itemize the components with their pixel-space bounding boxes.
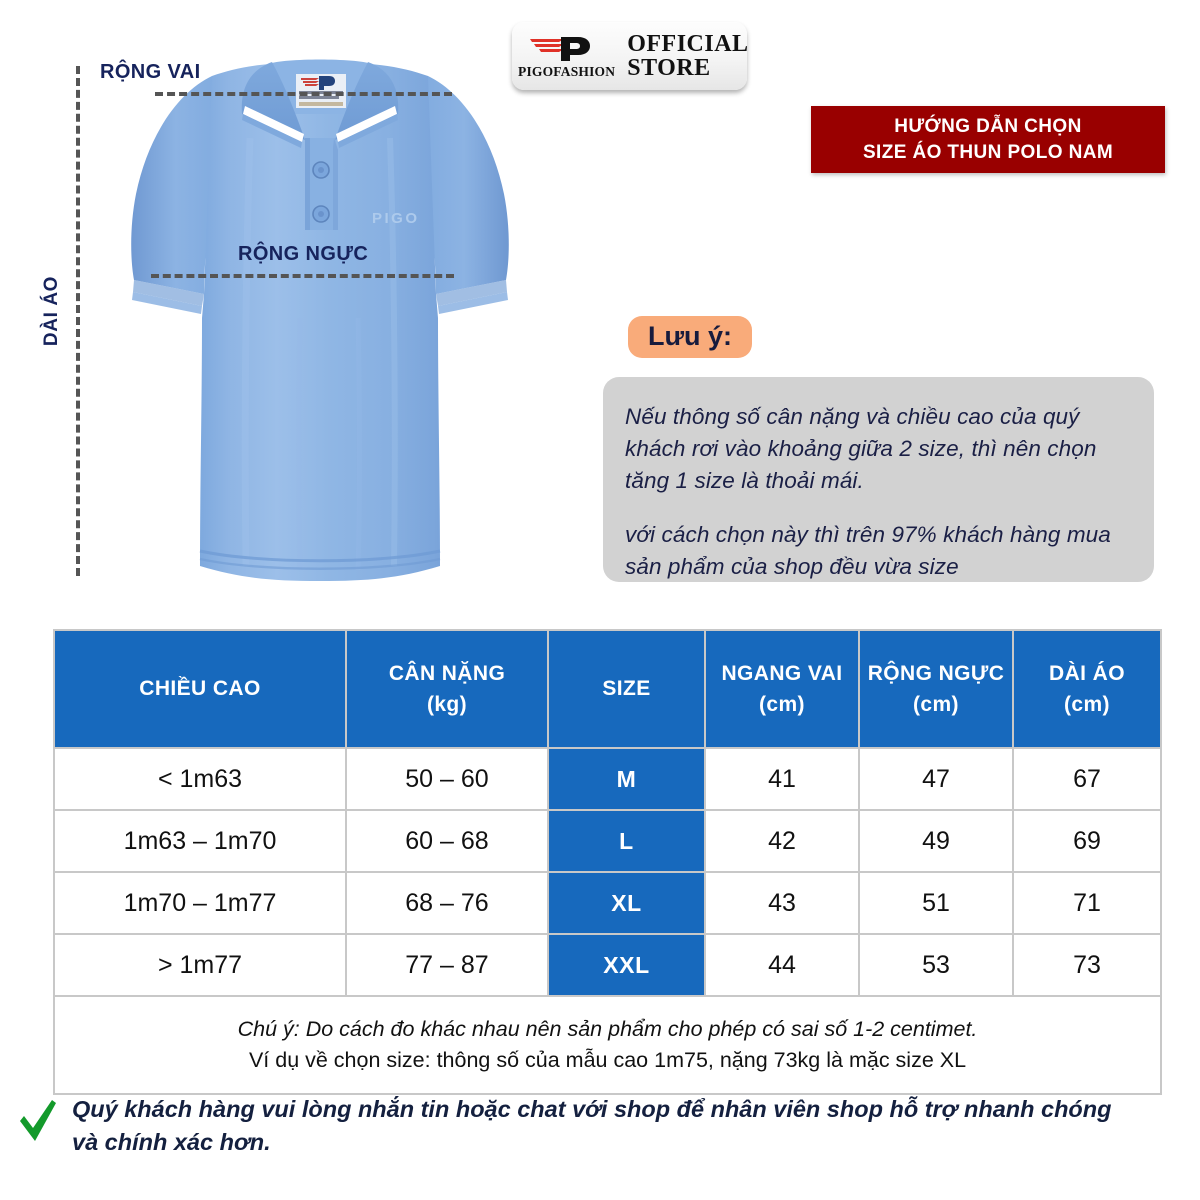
column-header-chest-line1: RỘNG NGỰC bbox=[867, 661, 1005, 685]
column-header-length bbox=[1014, 631, 1160, 747]
shoulder-label: RỘNG VAI bbox=[100, 61, 201, 83]
cell-size: XL bbox=[549, 873, 704, 933]
cell-size: XXL bbox=[549, 935, 704, 995]
column-header-weight bbox=[347, 631, 547, 747]
cell-length: 71 bbox=[1014, 873, 1160, 933]
note-paragraph-2: với cách chọn này thì trên 97% khách hàng mua sản phẩm của shop đều vừa size bbox=[625, 521, 1111, 579]
cell-length: 69 bbox=[1014, 811, 1160, 871]
column-header-shoulder bbox=[706, 631, 858, 747]
cell-chest: 53 bbox=[860, 935, 1012, 995]
note-paragraph-1: Nếu thông số cân nặng và chiều cao của quý khách rơi vào khoảng giữa 2 size, thì nên chọn tăng 1 size là thoải mái. bbox=[625, 404, 1097, 493]
cell-shoulder: 42 bbox=[706, 811, 858, 871]
cell-chest: 49 bbox=[860, 811, 1012, 871]
page-title-line-1: HƯỚNG DẪN CHỌN bbox=[894, 116, 1082, 138]
column-header-shoulder-line1: NGANG VAI bbox=[721, 661, 843, 685]
cell-height: < 1m63 bbox=[55, 749, 345, 809]
official-store-label bbox=[627, 32, 748, 81]
table-footnote-row bbox=[55, 997, 1160, 1093]
cell-length: 73 bbox=[1014, 935, 1160, 995]
table-header-row bbox=[55, 631, 1160, 747]
cell-weight: 77 – 87 bbox=[347, 935, 547, 995]
column-header-weight-line2: (kg) bbox=[426, 693, 468, 716]
cell-shoulder: 44 bbox=[706, 935, 858, 995]
column-header-size-line1: SIZE bbox=[602, 677, 651, 701]
length-label: DÀI ÁO bbox=[41, 275, 62, 347]
shoulder-dashed-line bbox=[155, 92, 452, 96]
size-chart-table bbox=[53, 629, 1162, 1095]
page-title-line-2: SIZE ÁO THUN POLO NAM bbox=[862, 141, 1114, 163]
length-dashed-line bbox=[76, 66, 80, 576]
table-body bbox=[55, 749, 1160, 995]
footer-note bbox=[0, 1093, 1200, 1160]
cell-size: L bbox=[549, 811, 704, 871]
polo-shirt-illustration bbox=[100, 18, 540, 608]
cell-length: 67 bbox=[1014, 749, 1160, 809]
cell-size: M bbox=[549, 749, 704, 809]
official-text: OFFICIAL bbox=[627, 30, 749, 57]
column-header-length-line2: (cm) bbox=[1064, 693, 1110, 716]
cell-shoulder: 41 bbox=[706, 749, 858, 809]
cell-chest: 51 bbox=[860, 873, 1012, 933]
table-row bbox=[55, 811, 1160, 871]
footer-text: Quý khách hàng vui lòng nhắn tin hoặc chat với shop để nhân viên shop hỗ trợ nhanh chóng và chính xác hơn. bbox=[72, 1096, 1112, 1156]
column-header-height bbox=[55, 631, 345, 747]
page-title-banner bbox=[811, 106, 1165, 173]
column-header-size bbox=[549, 631, 704, 747]
note-badge: Lưu ý: bbox=[628, 316, 752, 358]
note-box bbox=[603, 377, 1154, 582]
table-row bbox=[55, 935, 1160, 995]
footnote-line-1: Chú ý: Do cách đo khác nhau nên sản phẩm cho phép có sai số 1-2 centimet. bbox=[237, 1016, 978, 1041]
store-text: STORE bbox=[627, 55, 711, 81]
cell-shoulder: 43 bbox=[706, 873, 858, 933]
column-header-weight-line1: CÂN NẶNG bbox=[388, 661, 506, 685]
column-header-chest bbox=[860, 631, 1012, 747]
cell-chest: 47 bbox=[860, 749, 1012, 809]
chest-label: RỘNG NGỰC bbox=[238, 243, 369, 265]
table-footer bbox=[55, 997, 1160, 1093]
green-check-icon bbox=[16, 1099, 60, 1150]
cell-height: 1m63 – 1m70 bbox=[55, 811, 345, 871]
cell-weight: 60 – 68 bbox=[347, 811, 547, 871]
column-header-shoulder-line2: (cm) bbox=[759, 693, 805, 716]
column-header-chest-line2: (cm) bbox=[913, 693, 959, 716]
table-row bbox=[55, 873, 1160, 933]
shirt-measurement-diagram bbox=[0, 0, 560, 620]
svg-text:PIGO: PIGO bbox=[372, 210, 420, 227]
footnote-line-2: Ví dụ về chọn size: thông số của mẫu cao 1m75, nặng 73kg là mặc size XL bbox=[248, 1048, 967, 1072]
column-header-height-line1: CHIỀU CAO bbox=[139, 677, 261, 701]
chest-dashed-line bbox=[151, 274, 454, 278]
column-header-length-line1: DÀI ÁO bbox=[1049, 661, 1125, 685]
cell-height: > 1m77 bbox=[55, 935, 345, 995]
brand-name: PIGOFASHION bbox=[518, 63, 616, 79]
table-row bbox=[55, 749, 1160, 809]
cell-height: 1m70 – 1m77 bbox=[55, 873, 345, 933]
cell-weight: 68 – 76 bbox=[347, 873, 547, 933]
cell-weight: 50 – 60 bbox=[347, 749, 547, 809]
table-footnote-cell bbox=[55, 997, 1160, 1093]
table-header bbox=[55, 631, 1160, 747]
